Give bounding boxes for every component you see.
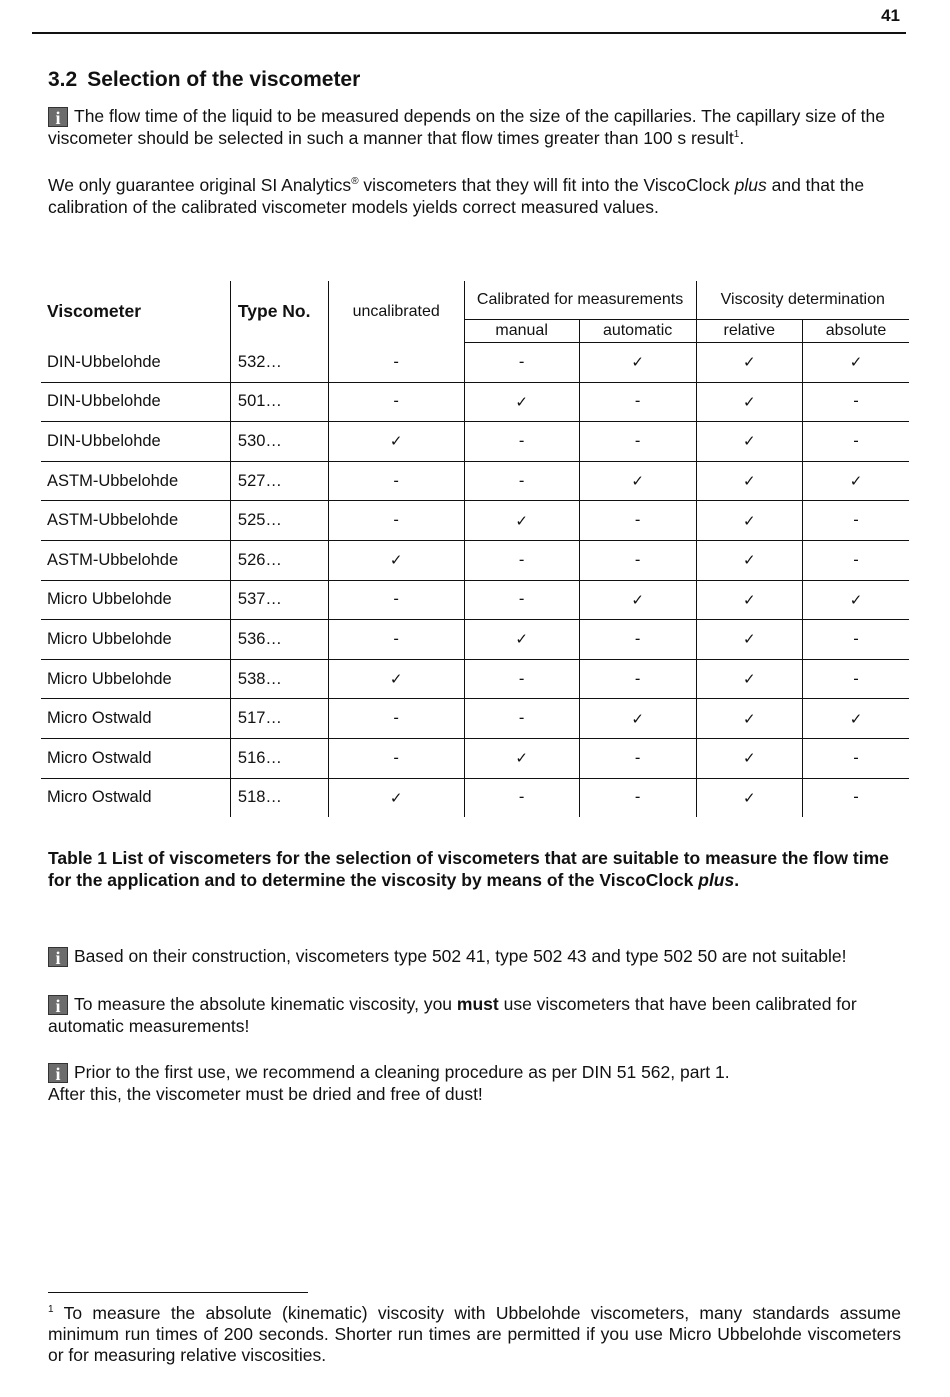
- cell-relative: ✓: [696, 422, 803, 462]
- cell-manual: -: [464, 343, 579, 383]
- info-icon: i: [48, 995, 68, 1015]
- cell-viscometer: Micro Ubbelohde: [41, 659, 230, 699]
- intro-p2-before: We only guarantee original SI Analytics: [48, 175, 352, 195]
- cell-automatic: -: [579, 659, 696, 699]
- cell-type-no: 525…: [230, 501, 328, 541]
- note-cleaning-line2: After this, the viscometer must be dried and free of dust!: [48, 1084, 483, 1104]
- cell-automatic: -: [579, 620, 696, 660]
- cell-automatic: -: [579, 778, 696, 817]
- cell-uncalibrated: -: [328, 343, 464, 383]
- cell-absolute: ✓: [803, 699, 909, 739]
- cell-uncalibrated: -: [328, 382, 464, 422]
- table-row: [41, 778, 909, 817]
- intro-paragraph-2: [48, 174, 903, 218]
- intro-p2-after: and that the calibration of the calibrated viscometer models yields correct measured values.: [48, 175, 865, 217]
- table-row: [41, 699, 909, 739]
- cell-absolute: -: [803, 738, 909, 778]
- cell-uncalibrated: -: [328, 580, 464, 620]
- cell-uncalibrated: ✓: [328, 659, 464, 699]
- cell-viscometer: Micro Ostwald: [41, 778, 230, 817]
- cell-absolute: -: [803, 501, 909, 541]
- intro-p2-middle: viscometers that they will fit into the ViscoClock: [358, 175, 735, 195]
- footnote-rule: [48, 1292, 308, 1293]
- cell-automatic: -: [579, 501, 696, 541]
- cell-viscometer: ASTM-Ubbelohde: [41, 501, 230, 541]
- cell-type-no: 536…: [230, 620, 328, 660]
- cell-automatic: ✓: [579, 461, 696, 501]
- table-row: [41, 501, 909, 541]
- table-caption: [48, 847, 903, 891]
- cell-relative: ✓: [696, 620, 803, 660]
- cell-manual: -: [464, 580, 579, 620]
- section-title: [48, 68, 360, 92]
- cell-automatic: -: [579, 422, 696, 462]
- cell-manual: -: [464, 461, 579, 501]
- cell-type-no: 518…: [230, 778, 328, 817]
- cell-relative: ✓: [696, 501, 803, 541]
- info-icon: i: [48, 107, 68, 127]
- cell-absolute: -: [803, 659, 909, 699]
- header-relative: relative: [696, 320, 803, 343]
- cell-relative: ✓: [696, 382, 803, 422]
- cell-absolute: -: [803, 422, 909, 462]
- cell-manual: ✓: [464, 501, 579, 541]
- header-manual: manual: [464, 320, 579, 343]
- cell-manual: -: [464, 659, 579, 699]
- cell-relative: ✓: [696, 738, 803, 778]
- cell-viscometer: Micro Ubbelohde: [41, 580, 230, 620]
- note-unsuitable-text: Based on their construction, viscometers type 502 41, type 502 43 and type 502 50 are not suitable!: [74, 946, 847, 966]
- intro-paragraph-1: [48, 105, 903, 149]
- note-unsuitable: [48, 945, 903, 967]
- intro-p1-end: .: [739, 128, 745, 148]
- cell-type-no: 538…: [230, 659, 328, 699]
- cell-absolute: -: [803, 382, 909, 422]
- table-row: [41, 580, 909, 620]
- cell-relative: ✓: [696, 540, 803, 580]
- note-absolute-viscosity: [48, 993, 903, 1037]
- cell-type-no: 516…: [230, 738, 328, 778]
- cell-viscometer: Micro Ostwald: [41, 699, 230, 739]
- cell-relative: ✓: [696, 343, 803, 383]
- cell-viscometer: DIN-Ubbelohde: [41, 422, 230, 462]
- cell-absolute: -: [853, 788, 859, 807]
- cell-viscometer: Micro Ubbelohde: [41, 620, 230, 660]
- cell-viscometer: DIN-Ubbelohde: [41, 343, 230, 383]
- cell-uncalibrated: -: [328, 501, 464, 541]
- cell-uncalibrated: ✓: [328, 422, 464, 462]
- cell-uncalibrated: ✓: [328, 778, 464, 817]
- table-row: [41, 382, 909, 422]
- header-viscometer: Viscometer: [41, 281, 230, 343]
- cell-relative: ✓: [696, 461, 803, 501]
- header-rule: [32, 32, 906, 34]
- page-number: 41: [881, 6, 900, 25]
- footnote-text: To measure the absolute (kinematic) viscosity with Ubbelohde viscometers, many standards assume minimum run times of 200 seconds. Shorter run times are permitted if you use Micro Ubbelohde viscometers or for measuring relative viscosities.: [48, 1303, 901, 1365]
- table-row: [41, 461, 909, 501]
- note-absolute-before: To measure the absolute kinematic viscosity, you: [74, 994, 457, 1014]
- cell-automatic: ✓: [579, 699, 696, 739]
- cell-type-no: 517…: [230, 699, 328, 739]
- header-viscosity-group: Viscosity determination: [720, 291, 885, 308]
- cell-absolute: ✓: [803, 461, 909, 501]
- note-absolute-after: use viscometers that have been calibrated for automatic measurements!: [48, 994, 857, 1036]
- cell-automatic: -: [579, 738, 696, 778]
- cell-manual: ✓: [464, 620, 579, 660]
- note-cleaning-line1: Prior to the first use, we recommend a cleaning procedure as per DIN 51 562, part 1.: [74, 1062, 730, 1082]
- header-automatic: automatic: [579, 320, 696, 343]
- cell-manual: ✓: [464, 738, 579, 778]
- intro-p1-text: The flow time of the liquid to be measured depends on the size of the capillaries. The capillary size of the viscometer should be selected in such a manner that flow times greater than 100 s result: [48, 106, 885, 148]
- cell-uncalibrated: ✓: [328, 540, 464, 580]
- footnote-ref: 1: [733, 129, 740, 141]
- cell-viscometer: ASTM-Ubbelohde: [41, 461, 230, 501]
- table-row: [41, 343, 909, 383]
- cell-absolute: -: [803, 620, 909, 660]
- cell-type-no: 532…: [230, 343, 328, 383]
- caption-end: .: [734, 870, 740, 890]
- header-calibrated-group: Calibrated for measurements: [464, 281, 696, 320]
- cell-absolute: ✓: [803, 580, 909, 620]
- cell-type-no: 530…: [230, 422, 328, 462]
- table-row: [41, 540, 909, 580]
- cell-absolute: ✓: [803, 343, 909, 383]
- table-row: [41, 659, 909, 699]
- note-cleaning: [48, 1061, 903, 1105]
- cell-uncalibrated: -: [328, 699, 464, 739]
- cell-type-no: 527…: [230, 461, 328, 501]
- footnote: [48, 1303, 901, 1366]
- table-row: [41, 422, 909, 462]
- cell-type-no: 537…: [230, 580, 328, 620]
- intro-p2-italic: plus: [734, 175, 767, 195]
- footnote-number: 1: [48, 1304, 54, 1316]
- header-absolute: absolute: [803, 320, 909, 343]
- cell-viscometer: Micro Ostwald: [41, 738, 230, 778]
- cell-automatic: -: [579, 540, 696, 580]
- table-row: [41, 738, 909, 778]
- note-absolute-bold: must: [456, 994, 499, 1014]
- cell-manual: -: [464, 422, 579, 462]
- cell-absolute: -: [803, 540, 909, 580]
- caption-text: Table 1 List of viscometers for the selection of viscometers that are suitable to measure the flow time for the application and to determine the viscosity by means of the ViscoClock: [48, 848, 889, 890]
- table-row: [41, 620, 909, 660]
- cell-relative: ✓: [696, 699, 803, 739]
- cell-type-no: 526…: [230, 540, 328, 580]
- section-number: 3.2: [48, 68, 78, 91]
- cell-viscometer: ASTM-Ubbelohde: [41, 540, 230, 580]
- cell-manual: -: [464, 540, 579, 580]
- cell-uncalibrated: -: [328, 620, 464, 660]
- cell-automatic: ✓: [579, 580, 696, 620]
- section-heading: Selection of the viscometer: [87, 68, 361, 91]
- viscometer-table: [41, 281, 909, 817]
- cell-automatic: -: [579, 382, 696, 422]
- header-type-no: Type No.: [230, 281, 328, 343]
- cell-manual: -: [464, 699, 579, 739]
- info-icon: i: [48, 947, 68, 967]
- cell-automatic: ✓: [579, 343, 696, 383]
- cell-relative: ✓: [696, 580, 803, 620]
- caption-italic: plus: [698, 870, 735, 890]
- cell-uncalibrated: -: [328, 461, 464, 501]
- registered-mark: ®: [351, 176, 359, 188]
- cell-relative: ✓: [696, 778, 803, 817]
- cell-uncalibrated: -: [328, 738, 464, 778]
- cell-relative: ✓: [696, 659, 803, 699]
- table-body: [41, 343, 909, 818]
- cell-manual: ✓: [464, 382, 579, 422]
- header-uncalibrated: uncalibrated: [328, 281, 464, 343]
- cell-type-no: 501…: [230, 382, 328, 422]
- cell-manual: -: [464, 778, 579, 817]
- cell-viscometer: DIN-Ubbelohde: [41, 382, 230, 422]
- info-icon: i: [48, 1063, 68, 1083]
